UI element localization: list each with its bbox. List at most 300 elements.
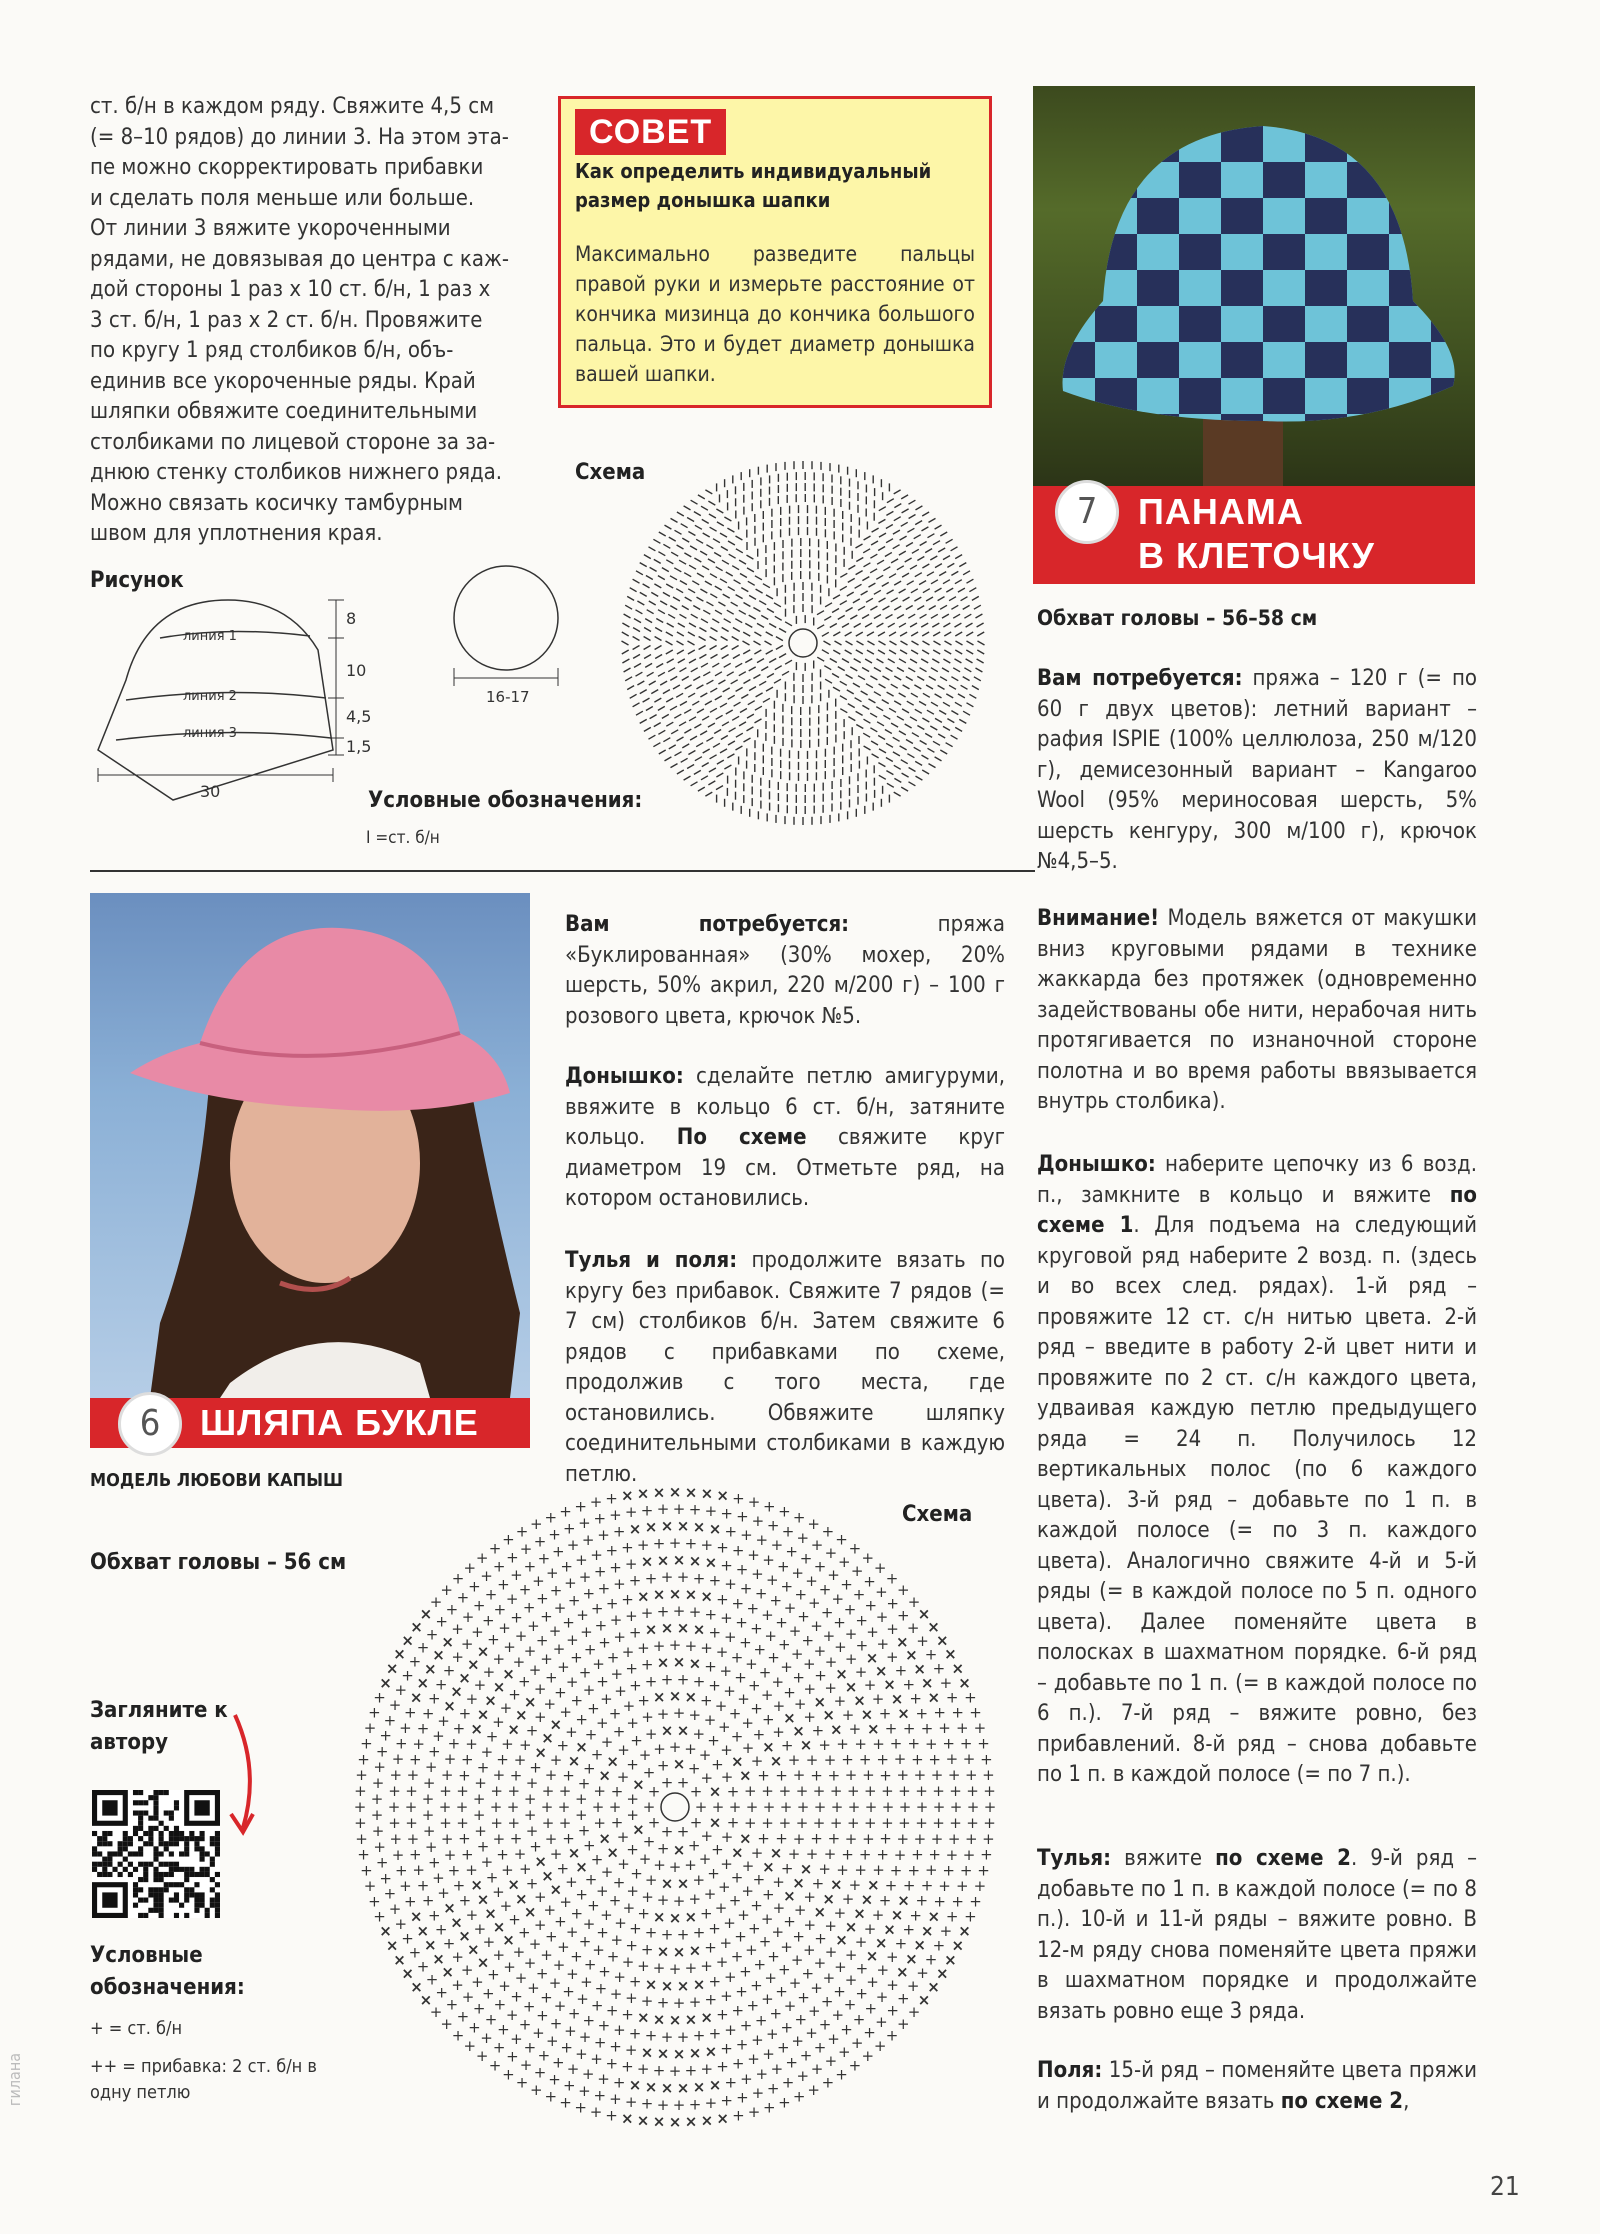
scheme-stitch	[967, 641, 974, 645]
scheme-stitch: +	[629, 1676, 642, 1695]
scheme-stitch: +	[824, 2052, 838, 2070]
qr-module	[153, 1908, 158, 1913]
scheme-stitch	[743, 632, 750, 636]
scheme-stitch: +	[506, 2047, 519, 2066]
scheme-stitch: +	[609, 2037, 622, 2056]
scheme-stitch: +	[780, 1937, 793, 1956]
scheme-stitch	[776, 637, 783, 641]
scheme-stitch: ×	[660, 1874, 674, 1893]
qr-module	[194, 1841, 199, 1846]
scheme-stitch	[679, 560, 686, 564]
scheme-stitch	[909, 515, 916, 519]
scheme-stitch	[900, 650, 907, 654]
scheme-stitch: +	[745, 1655, 758, 1674]
qr-module	[169, 1810, 174, 1815]
scheme-stitch: +	[401, 1666, 414, 1685]
scheme-stitch: +	[889, 1734, 903, 1753]
scheme-stitch	[942, 614, 949, 618]
scheme-stitch: +	[813, 1954, 827, 1973]
scheme-stitch: ×	[944, 1950, 957, 1969]
scheme-stitch: +	[443, 1845, 457, 1864]
scheme-stitch	[854, 659, 861, 663]
scheme-stitch	[868, 641, 875, 645]
scheme-stitch	[659, 750, 666, 754]
scheme-stitch	[931, 614, 938, 618]
scheme-stitch: ×	[628, 1519, 642, 1538]
scheme-stitch	[915, 521, 922, 525]
scheme-stitch: ×	[660, 1517, 674, 1536]
scheme-stitch: +	[720, 1855, 733, 1874]
scheme-stitch: ×	[731, 1843, 744, 1862]
qr-module	[148, 1887, 153, 1892]
scheme-stitch: +	[660, 1822, 674, 1841]
scheme-stitch: +	[528, 1660, 542, 1679]
qr-module	[143, 1800, 148, 1805]
scheme-stitch: +	[740, 1526, 753, 1545]
scheme-stitch: ×	[917, 1990, 931, 2009]
scheme-stitch	[689, 623, 696, 627]
scheme-stitch: +	[707, 1731, 720, 1750]
scheme-stitch: +	[747, 2050, 760, 2068]
scheme-stitch	[701, 776, 708, 780]
scheme-stitch: ×	[700, 1587, 713, 1606]
scheme-stitch: ×	[936, 1631, 949, 1650]
scheme-stitch	[886, 615, 893, 619]
scheme-stitch: ×	[640, 1552, 654, 1571]
scheme-stitch: +	[676, 1670, 690, 1689]
scheme-stitch: +	[578, 1663, 592, 1682]
qr-module	[128, 1862, 133, 1867]
scheme-stitch: +	[621, 1538, 634, 1557]
scheme-stitch: +	[429, 1592, 443, 1611]
scheme-stitch: +	[544, 1508, 558, 1527]
scheme-stitch: +	[578, 1567, 592, 1586]
scheme-stitch: ×	[660, 1721, 674, 1740]
scheme-stitch	[951, 711, 958, 715]
scheme-stitch: +	[836, 1860, 849, 1879]
scheme-stitch	[741, 694, 748, 698]
qr-module	[143, 1872, 148, 1877]
scheme-stitch: +	[485, 1727, 499, 1746]
scheme-stitch: +	[858, 1750, 872, 1769]
scheme-stitch: +	[529, 1758, 542, 1777]
scheme-stitch	[702, 716, 709, 720]
scheme-stitch: +	[596, 1881, 609, 1900]
scheme-stitch	[745, 623, 752, 627]
qr-module	[148, 1892, 153, 1897]
scheme-stitch	[782, 671, 789, 675]
scheme-stitch: +	[519, 2056, 533, 2075]
scheme-stitch	[878, 547, 885, 551]
scheme-stitch: ×	[567, 1844, 581, 1863]
qr-module	[215, 1836, 220, 1841]
qr-module	[148, 1831, 153, 1836]
scheme-stitch	[766, 632, 773, 636]
scheme-stitch	[964, 614, 971, 618]
legend-bottom-item-2: ++ = прибавка: 2 ст. б/н в одну петлю	[90, 2056, 317, 2103]
scheme-stitch	[715, 586, 722, 590]
scheme-stitch: +	[552, 1542, 565, 1561]
scheme-stitch: +	[498, 1976, 511, 1995]
scheme-stitch: ×	[896, 1963, 909, 1982]
scheme-stitch: +	[456, 1588, 470, 1607]
scheme-stitch	[721, 736, 728, 740]
scheme-stitch	[909, 768, 916, 772]
scheme-stitch: +	[630, 1864, 643, 1883]
scheme-stitch	[754, 632, 761, 636]
scheme-stitch: +	[920, 1876, 934, 1895]
qr-module	[174, 1892, 179, 1897]
scheme-stitch	[894, 701, 901, 705]
hat-check	[1095, 306, 1137, 342]
scheme-stitch	[653, 539, 660, 543]
scheme-stitch	[865, 623, 872, 627]
scheme-stitch	[649, 681, 656, 685]
scheme-stitch: +	[576, 1606, 589, 1625]
scheme-stitch: ×	[704, 2042, 718, 2061]
scheme-stitch: +	[766, 1571, 779, 1589]
scheme-stitch: +	[422, 1822, 436, 1840]
scheme-stitch	[708, 501, 715, 505]
scheme-stitch: +	[799, 2046, 813, 2065]
scheme-stitch: +	[902, 1920, 916, 1939]
scheme-stitch	[692, 701, 699, 705]
scheme-stitch: ×	[458, 1927, 471, 1946]
scheme-stitch: +	[783, 1683, 796, 1702]
scheme-stitch	[716, 715, 723, 719]
scheme-stitch: ×	[688, 1551, 702, 1570]
scheme-stitch: +	[612, 1522, 626, 1541]
scheme-stitch	[703, 533, 710, 537]
scheme-stitch: +	[621, 1953, 635, 1971]
scheme-stitch: ×	[700, 2111, 714, 2130]
scheme-stitch: +	[408, 1652, 422, 1671]
qr-module	[133, 1851, 138, 1856]
scheme-stitch	[723, 688, 730, 692]
hat-check	[1389, 126, 1431, 162]
scheme-stitch	[722, 560, 729, 564]
scheme-stitch	[757, 623, 764, 627]
scheme-stitch: +	[574, 2098, 587, 2117]
scheme-stitch: +	[762, 2044, 775, 2063]
scheme-stitch	[677, 632, 684, 636]
scheme-stitch	[622, 641, 629, 645]
scheme-stitch	[726, 710, 733, 714]
hat-check	[1137, 342, 1179, 378]
scheme-stitch: +	[373, 1837, 386, 1856]
scheme-stitch: ×	[385, 1936, 399, 1955]
scheme-stitch	[833, 632, 840, 636]
scheme-stitch: +	[933, 1703, 946, 1722]
scheme-stitch	[889, 650, 896, 654]
scheme-stitch: +	[715, 1643, 729, 1661]
qr-module	[184, 1851, 189, 1856]
scheme-stitch: +	[780, 1736, 794, 1755]
intro-line: (= 8–10 рядов) до линии 3. На этом эта-	[90, 124, 509, 150]
scheme-stitch	[705, 792, 712, 796]
scheme-stitch: +	[518, 1580, 532, 1599]
scheme-stitch	[824, 641, 831, 645]
model7-head-size: Обхват головы – 56–58 см	[1037, 606, 1318, 630]
side-watermark: гилана	[5, 2052, 25, 2107]
qr-module	[138, 1810, 143, 1815]
scheme-stitch	[729, 728, 736, 732]
scheme-stitch	[689, 717, 696, 721]
qr-module	[118, 1872, 123, 1877]
qr-module	[123, 1857, 128, 1862]
scheme-stitch: ×	[628, 2076, 642, 2095]
scheme-stitch	[862, 615, 869, 619]
scheme-stitch: +	[704, 1990, 718, 2009]
scheme-stitch: +	[412, 1861, 425, 1880]
scheme-stitch	[644, 727, 651, 731]
hat-check	[1347, 162, 1389, 198]
scheme-stitch	[916, 506, 923, 510]
scheme-stitch: ×	[883, 1920, 896, 1939]
qr-module	[164, 1862, 169, 1867]
scheme-stitch: +	[700, 1904, 713, 1923]
scheme-stitch: ×	[676, 1517, 690, 1536]
scheme-stitch: +	[805, 1845, 819, 1864]
scheme-stitch	[840, 601, 847, 605]
scheme-stitch: ×	[684, 2112, 698, 2131]
scheme-stitch: +	[761, 1813, 774, 1832]
scheme-stitch: +	[715, 1953, 729, 1971]
scheme-stitch	[929, 676, 936, 680]
scheme-stitch: +	[622, 1899, 636, 1917]
scheme-stitch	[655, 646, 662, 650]
dim-4-5: 4,5	[346, 707, 372, 726]
scheme-stitch	[833, 687, 840, 691]
scheme-stitch: +	[424, 1837, 438, 1856]
scheme-stitch: +	[755, 1530, 769, 1549]
scheme-stitch: +	[428, 1853, 441, 1872]
scheme-stitch	[932, 623, 939, 627]
scheme-stitch: ×	[598, 1829, 611, 1848]
scheme-stitch	[966, 650, 973, 654]
hat-check	[1053, 270, 1095, 306]
scheme-stitch	[739, 560, 746, 564]
scheme-stitch: +	[608, 1798, 622, 1816]
scheme-stitch: +	[590, 1599, 604, 1618]
scheme-stitch: ×	[443, 1899, 456, 1917]
scheme-stitch: +	[461, 1845, 474, 1864]
scheme-stitch: +	[421, 1790, 435, 1808]
scheme-stitch	[878, 763, 885, 767]
scheme-stitch: +	[608, 1891, 622, 1910]
scheme-stitch: ×	[822, 1706, 835, 1725]
scheme-stitch: +	[864, 1814, 877, 1832]
scheme-stitch	[912, 549, 919, 553]
scheme-stitch: +	[439, 1814, 452, 1832]
scheme-stitch: +	[762, 1710, 775, 1729]
scheme-stitch	[654, 559, 661, 563]
scheme-stitch: +	[626, 1881, 639, 1900]
scheme-stitch	[717, 760, 724, 764]
scheme-stitch	[900, 746, 907, 750]
qr-code-icon[interactable]	[92, 1790, 220, 1918]
scheme-stitch	[785, 622, 792, 626]
scheme-stitch: +	[844, 1945, 858, 1964]
qr-module	[153, 1898, 158, 1903]
scheme-stitch: +	[600, 1863, 614, 1881]
qr-module	[159, 1913, 164, 1918]
scheme-stitch: +	[473, 1676, 487, 1695]
scheme-stitch	[879, 684, 886, 688]
scheme-stitch: +	[656, 1891, 670, 1910]
scheme-stitch	[840, 709, 847, 713]
scheme-stitch: +	[793, 1900, 807, 1919]
scheme-stitch: +	[792, 1508, 806, 1527]
scheme-stitch: +	[787, 1750, 801, 1769]
scheme-stitch	[775, 616, 782, 620]
scheme-stitch: +	[575, 1885, 588, 1904]
scheme-stitch: +	[640, 1992, 654, 2010]
scheme-stitch: +	[909, 1689, 922, 1708]
scheme-stitch: +	[707, 1864, 720, 1883]
scheme-stitch: +	[823, 1845, 837, 1863]
scheme-stitch: +	[821, 1522, 835, 1541]
qr-module	[159, 1877, 164, 1882]
hat-check	[1221, 270, 1263, 306]
scheme-stitch	[922, 527, 929, 531]
scheme-stitch: +	[562, 1613, 575, 1632]
scheme-stitch: +	[848, 2056, 862, 2075]
scheme-stitch: +	[488, 1539, 502, 1558]
scheme-stitch	[842, 623, 849, 627]
scheme-stitch	[736, 549, 743, 553]
scheme-stitch	[733, 628, 740, 632]
scheme-stitch	[640, 563, 647, 567]
qr-module	[210, 1857, 215, 1862]
scheme-stitch	[830, 659, 837, 663]
scheme-stitch: ×	[640, 2043, 654, 2062]
scheme-stitch: +	[949, 1798, 963, 1816]
scheme-stitch: +	[510, 2030, 523, 2048]
scheme-stitch	[684, 573, 691, 577]
scheme-stitch	[927, 572, 934, 576]
scheme-stitch: +	[775, 1829, 788, 1848]
scheme-stitch	[935, 694, 942, 698]
scheme-stitch: +	[552, 2053, 565, 2072]
scheme-stitch: +	[389, 1766, 403, 1784]
scheme-stitch	[766, 650, 773, 654]
scheme-stitch	[886, 511, 893, 515]
scheme-stitch: +	[638, 1850, 652, 1868]
scheme-stitch	[640, 719, 647, 723]
qr-module	[184, 1892, 189, 1897]
scheme-stitch: +	[834, 1638, 847, 1657]
scheme-stitch	[688, 693, 695, 697]
qr-module	[200, 1857, 205, 1862]
scheme-stitch: +	[458, 1891, 472, 1910]
scheme-stitch: +	[871, 1906, 885, 1924]
scheme-stitch	[677, 641, 684, 645]
scheme-stitch: +	[841, 1750, 854, 1769]
scheme-stitch	[856, 711, 863, 715]
scheme-stitch: ×	[441, 1632, 454, 1651]
qr-module	[169, 1898, 174, 1903]
bottom-text-b: . Для подъема на следующий круговой ряд наберите 2 возд. п. (здесь и во всех след. рядах). 1-й ряд – провяжите 12 ст. с/н нитью цвета. 2-й ряд – введите в работу 2-й цвет нити и провяжите по 2 ст. с/н каждого цвета, удваивая каждую петлю предыдущего ряда = 24 п. Получилось 12 вертикальных полос (по 6 каждого цвета). 3-й ряд – добавьте по 1 п. в каждой полосе (= по 3 п. каждого цвета). Аналогично свяжите 4-й и 5-й ряды (= в каждой полосе по 5 п. одного цвета). Далее поменяйте цвета в полосках в шахматном порядке. 6-й ряд – добавьте по 1 п. (= в каждой полосе по 6 п.). 7-й ряд – вяжите ровно, без прибавлений. 8-й ряд – снова добавьте по 1 п. в каждой полосе (= по 7 п.).	[1037, 1213, 1477, 1787]
qr-module	[174, 1831, 179, 1836]
scheme-stitch: ×	[672, 1551, 686, 1569]
qr-module	[215, 1898, 220, 1903]
scheme-stitch	[899, 589, 906, 593]
scheme-bottom-diagram	[330, 1465, 1020, 2145]
scheme-stitch	[663, 592, 670, 596]
scheme-stitch	[759, 601, 766, 605]
scheme-bottom-label: Схема	[902, 1502, 973, 1527]
scheme-stitch	[684, 776, 691, 780]
scheme-stitch: +	[613, 1574, 626, 1593]
qr-module	[184, 1913, 189, 1918]
scheme-stitch: +	[708, 1972, 722, 1991]
scheme-stitch: +	[951, 1703, 964, 1722]
scheme-stitch: ×	[484, 1904, 497, 1923]
scheme-stitch	[822, 650, 829, 654]
scheme-stitch: +	[822, 1627, 836, 1646]
scheme-stitch: +	[852, 2010, 866, 2029]
scheme-stitch	[666, 560, 673, 564]
scheme-stitch	[958, 588, 965, 592]
scheme-stitch	[977, 659, 984, 663]
hat-check	[1431, 378, 1473, 414]
scheme-stitch	[899, 731, 906, 735]
scheme-stitch: +	[672, 2096, 686, 2114]
scheme-stitch	[668, 614, 675, 618]
scheme-stitch: +	[951, 1892, 964, 1911]
scheme-stitch	[703, 610, 710, 614]
scheme-stitch: +	[872, 1860, 885, 1879]
qr-module	[138, 1790, 143, 1795]
qr-module	[189, 1831, 194, 1836]
scheme-stitch	[677, 545, 684, 549]
scheme-stitch: +	[429, 2003, 443, 2022]
scheme-stitch	[739, 722, 746, 726]
scheme-stitch: +	[439, 1782, 452, 1800]
scheme-stitch	[769, 624, 776, 628]
qr-module	[189, 1872, 194, 1877]
scheme-stitch	[911, 589, 918, 593]
qr-module	[123, 1841, 128, 1846]
scheme-stitch: +	[928, 1750, 941, 1769]
scheme-stitch: +	[576, 1989, 589, 2008]
scheme-stitch	[893, 737, 900, 741]
scheme-stitch	[727, 528, 734, 532]
scheme-stitch: +	[475, 2047, 489, 2066]
qr-module	[118, 1862, 123, 1867]
scheme-stitch	[739, 610, 746, 614]
scheme-stitch	[943, 659, 950, 663]
scheme-stitch	[901, 760, 908, 764]
scheme-stitch	[682, 606, 689, 610]
scheme-stitch	[977, 623, 984, 627]
qr-module	[148, 1816, 153, 1821]
scheme-stitch: +	[778, 1782, 792, 1801]
scheme-stitch: +	[566, 1965, 579, 1983]
scheme-stitch	[708, 559, 715, 563]
scheme-stitch: +	[506, 1798, 520, 1816]
scheme-stitch	[660, 681, 667, 685]
scheme-stitch: ×	[644, 2078, 658, 2096]
scheme-stitch	[930, 726, 937, 730]
qr-module	[215, 1913, 220, 1918]
brim-text-b: ,	[1403, 2088, 1410, 2114]
scheme-stitch: +	[777, 2038, 790, 2057]
scheme-stitch: +	[545, 1927, 558, 1946]
qr-module	[169, 1836, 174, 1841]
scheme-stitch: +	[617, 1740, 630, 1759]
